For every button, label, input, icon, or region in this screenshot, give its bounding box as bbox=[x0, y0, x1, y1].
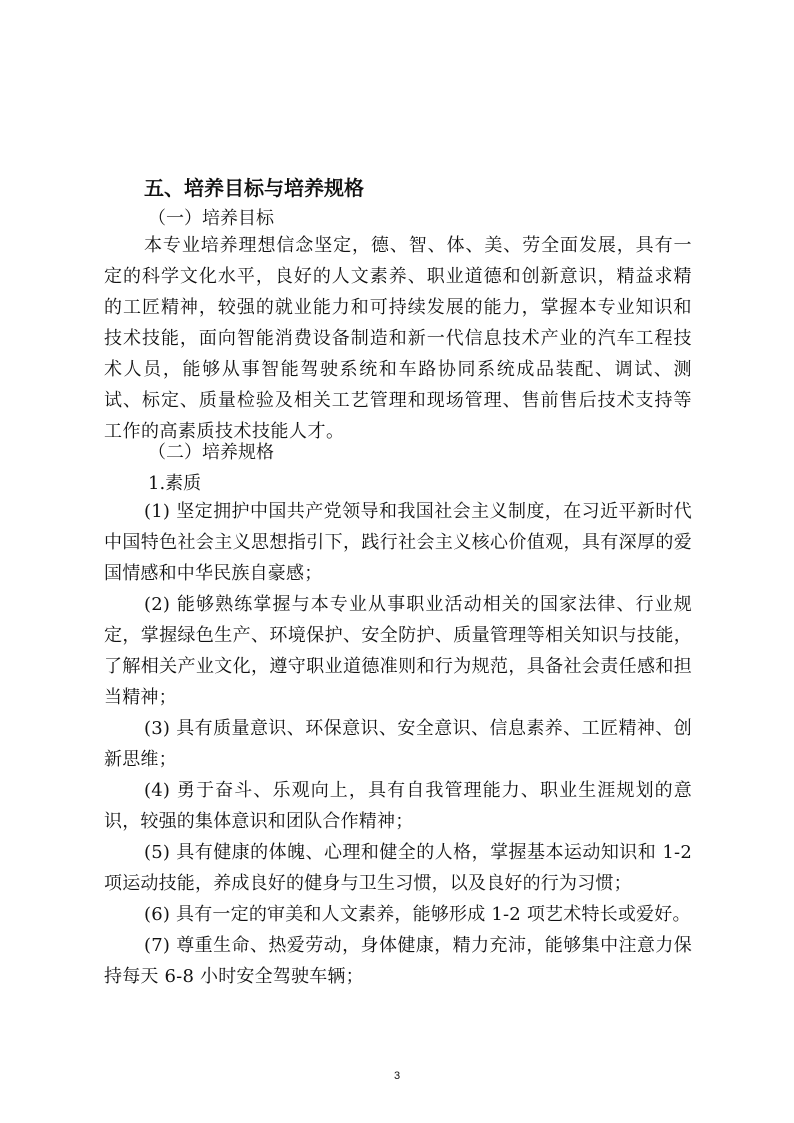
list-item: (7) 尊重生命、热爱劳动，身体健康，精力充沛，能够集中注意力保持每天 6-8 小时安全驾驶车辆； bbox=[104, 935, 692, 987]
spec-heading: （二）培养规格 bbox=[148, 442, 274, 463]
page-number: 3 bbox=[393, 1070, 401, 1082]
section-title: 五、培养目标与培养规格 bbox=[144, 176, 364, 200]
objective-heading: （一）培养目标 bbox=[148, 208, 274, 229]
list-item: (4) 勇于奋斗、乐观向上，具有自我管理能力、职业生涯规划的意识，较强的集体意识和团队合作精神； bbox=[104, 780, 692, 832]
list-item: (6) 具有一定的审美和人文素养，能够形成 1-2 项艺术特长或爱好。 bbox=[144, 904, 691, 925]
list-item: (2) 能够熟练掌握与本专业从事职业活动相关的国家法律、行业规定，掌握绿色生产、环境保护、安全防护、质量管理等相关知识与技能，了解相关产业文化，遵守职业道德准则和行为规范，具备社会责任感和担当精神； bbox=[104, 594, 692, 708]
list-item: (1) 坚定拥护中国共产党领导和我国社会主义制度，在习近平新时代中国特色社会主义思想指引下，践行社会主义核心价值观，具有深厚的爱国情感和中华民族自豪感； bbox=[104, 501, 692, 584]
quality-heading: 1.素质 bbox=[148, 473, 202, 494]
list-item: (5) 具有健康的体魄、心理和健全的人格，掌握基本运动知识和 1-2 项运动技能，养成良好的健身与卫生习惯，以及良好的行为习惯； bbox=[104, 842, 692, 894]
objective-paragraph: 本专业培养理想信念坚定，德、智、体、美、劳全面发展，具有一定的科学文化水平，良好的人文素养、职业道德和创新意识，精益求精的工匠精神，较强的就业能力和可持续发展的能力，掌握本专业知识和技术技能，面向智能消费设备制造和新一代信息技术产业的汽车工程技术人员，能够从事智能驾驶系统和车路协同系统成品装配、调试、测试、标定、质量检验及相关工艺管理和现场管理、售前售后技术支持等工作的高素质技术技能人才。 bbox=[104, 235, 692, 442]
list-item: (3) 具有质量意识、环保意识、安全意识、信息素养、工匠精神、创新思维； bbox=[104, 718, 692, 770]
